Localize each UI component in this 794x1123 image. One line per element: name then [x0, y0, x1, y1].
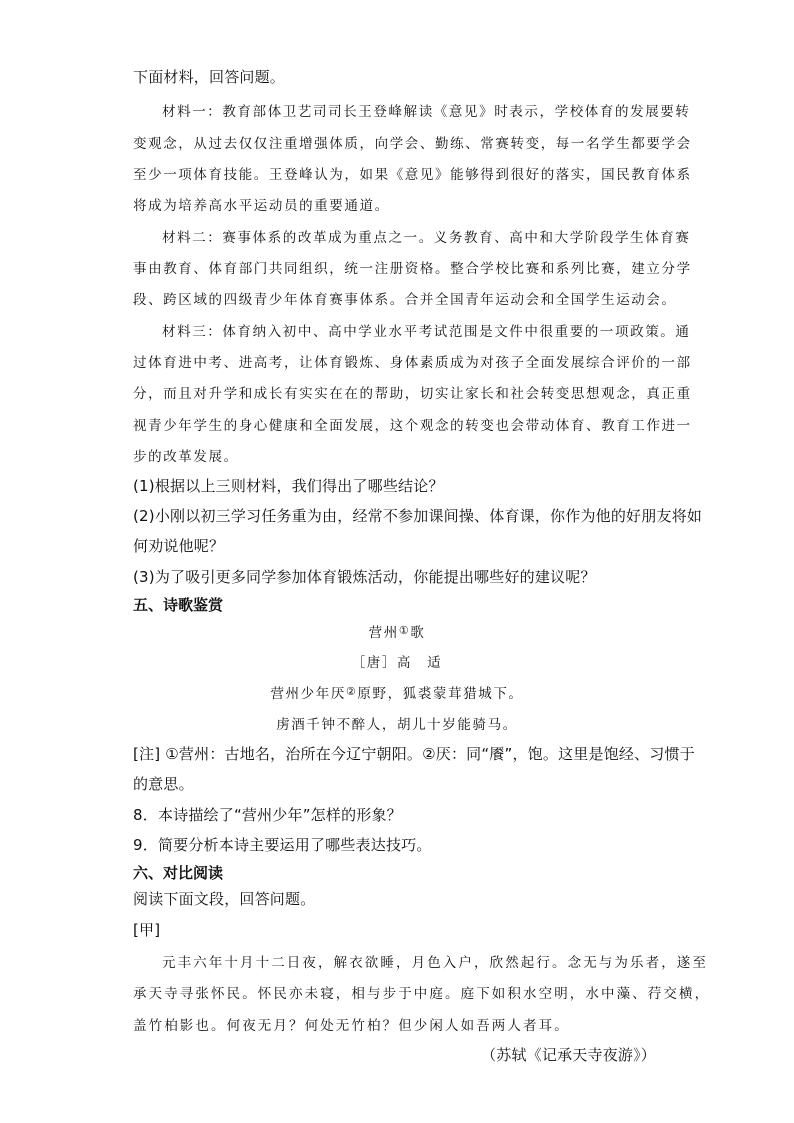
poem-line-1-part-b: 原野，狐裘蒙茸猎城下。	[357, 686, 524, 702]
question-9: 9．简要分析本诗主要运用了哪些表达技巧。	[133, 836, 432, 854]
question-8: 8．本诗描绘了“营州少年”怎样的形象？	[133, 806, 402, 824]
passage-label-jia: [甲]	[133, 921, 161, 939]
passage-source: （苏轼《记承天寺夜游》）	[481, 1046, 656, 1064]
poem-note-line-2: 的意思。	[133, 775, 194, 793]
material-1-line-2: 变观念，从过去仅仅注重增强体质，向学会、勤练、常赛转变，每一名学生都要学会	[133, 136, 692, 152]
poem-line-2: 虏酒千钟不醉人，胡儿十岁能骑马。	[276, 717, 518, 733]
material-3-line-5: 步的改革发展。	[133, 449, 239, 465]
section-6-intro: 阅读下面文段，回答问题。	[133, 890, 316, 908]
poem-line-1	[0, 682, 794, 702]
material-2-line-2: 事由教育、体育部门共同组织，统一注册资格。整合学校比赛和系列比赛，建立分学	[133, 261, 692, 277]
poem-title-note-mark: ①	[398, 624, 411, 637]
material-3-line-1: 材料三：体育纳入初中、高中学业水平考试范围是文件中很重要的一项政策。通	[162, 324, 691, 340]
poem-author: ［唐］高 适	[351, 655, 443, 671]
poem-title	[0, 621, 794, 641]
question-1: (1)根据以上三则材料，我们得出了哪些结论？	[133, 477, 444, 495]
poem-title-end: 歌	[410, 625, 426, 641]
poem-title-text: 营州	[368, 625, 399, 641]
question-2-line-1: (2)小刚以初三学习任务重为由，经常不参加课间操、体育课，你作为他的好朋友将如	[133, 507, 703, 525]
question-3: (3)为了吸引更多同学参加体育锻炼活动，你能提出哪些好的建议呢？	[133, 568, 596, 586]
material-1-line-4: 将成为培养高水平运动员的重要通道。	[133, 198, 390, 214]
section-5-heading: 五、诗歌鉴赏	[133, 596, 224, 614]
material-1-line-3: 至少一项体育技能。王登峰认为，如果《意见》能够得到很好的落实，国民教育体系	[133, 167, 692, 183]
poem-line-1-part-a: 营州少年厌	[270, 686, 346, 702]
passage-line-2: 承天寺寻张怀民。怀民亦未寝，相与步于中庭。庭下如积水空明，水中藻、荇交横，	[133, 986, 711, 1002]
material-2-line-3: 段、跨区域的四级青少年体育赛事体系。合并全国青年运动会和全国学生运动会。	[133, 292, 677, 308]
passage-line-3: 盖竹柏影也。何夜无月？何处无竹柏？但少闲人如吾两人者耳。	[133, 1018, 570, 1034]
poem-note-line-1: [注] ①营州：古地名，治所在今辽宁朝阳。②厌：同“餍”，饱。这里是饱经、习惯于	[133, 745, 695, 763]
material-1-line-1: 材料一：教育部体卫艺司司长王登峰解读《意见》时表示，学校体育的发展要转	[162, 104, 691, 120]
section-6-heading: 六、对比阅读	[133, 864, 224, 882]
material-3-line-3: 分，而且对升学和成长有实实在在的帮助，切实让家长和社会转变思想观念，真正重	[133, 386, 692, 402]
passage-line-1: 元丰六年十月十二日夜，解衣欲睡，月色入户，欣然起行。念无与为乐者，遂至	[162, 955, 708, 971]
question-2-line-2: 何劝说他呢？	[133, 537, 225, 555]
material-3-line-4: 视青少年学生的身心健康和全面发展，这个观念的转变也会带动体育、教育工作进一	[133, 418, 692, 434]
material-3-line-2: 过体育进中考、进高考，让体育锻炼、身体素质成为对孩子全面发展综合评价的一部	[133, 355, 692, 371]
intro-text: 下面材料，回答问题。	[133, 68, 286, 86]
material-2-line-1: 材料二：赛事体系的改革成为重点之一。义务教育、高中和大学阶段学生体育赛	[162, 230, 691, 246]
poem-line-1-note-mark: ②	[345, 685, 358, 698]
